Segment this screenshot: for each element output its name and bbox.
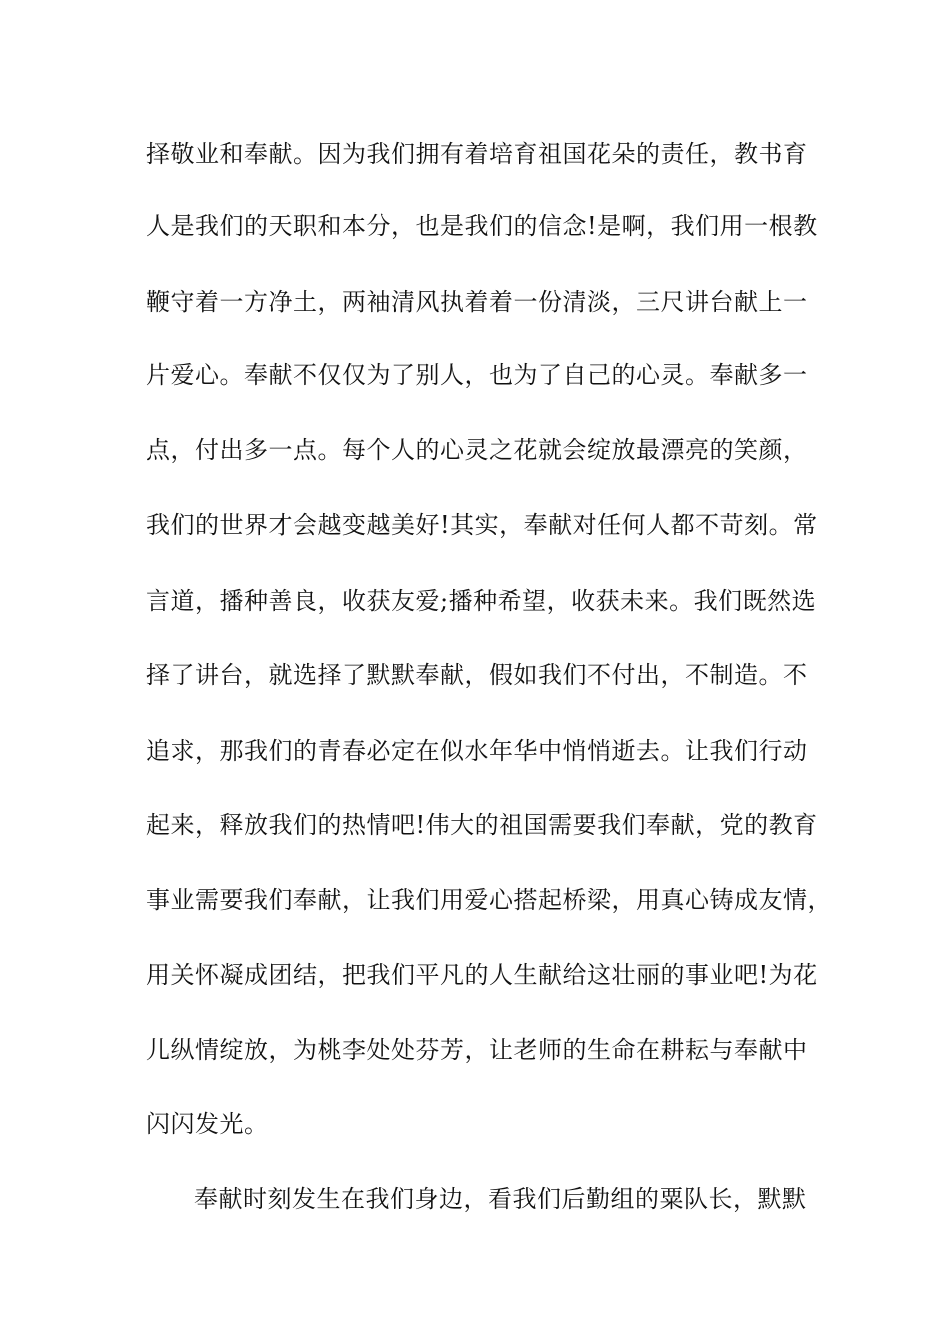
paragraph-line-indented: 奉献时刻发生在我们身边，看我们后勤组的粟队长，默默 <box>194 1185 807 1213</box>
paragraph-line: 闪闪发光。 <box>146 1110 269 1138</box>
paragraph-line: 择敬业和奉献。因为我们拥有着培育祖国花朵的责任，教书育 <box>146 140 808 168</box>
paragraph-line: 点，付出多一点。每个人的心灵之花就会绽放最漂亮的笑颜， <box>146 436 808 464</box>
paragraph-line: 用关怀凝成团结，把我们平凡的人生献给这壮丽的事业吧!为花 <box>146 961 818 989</box>
paragraph-line: 片爱心。奉献不仅仅为了别人，也为了自己的心灵。奉献多一 <box>146 361 808 389</box>
paragraph-line: 鞭守着一方净土，两袖清风执着着一份清淡，三尺讲台献上一 <box>146 288 808 316</box>
paragraph-line: 择了讲台，就选择了默默奉献，假如我们不付出，不制造。不 <box>146 661 808 689</box>
paragraph-line: 我们的世界才会越变越美好!其实，奉献对任何人都不苛刻。常 <box>146 511 818 539</box>
paragraph-line: 事业需要我们奉献，让我们用爱心搭起桥梁，用真心铸成友情， <box>146 886 832 914</box>
paragraph-line: 人是我们的天职和本分，也是我们的信念!是啊，我们用一根教 <box>146 212 818 240</box>
paragraph-line: 儿纵情绽放，为桃李处处芬芳，让老师的生命在耕耘与奉献中 <box>146 1036 808 1064</box>
paragraph-line: 追求，那我们的青春必定在似水年华中悄悄逝去。让我们行动 <box>146 737 808 765</box>
paragraph-line: 起来，释放我们的热情吧!伟大的祖国需要我们奉献，党的教育 <box>146 811 818 839</box>
paragraph-line: 言道，播种善良，收获友爱;播种希望，收获未来。我们既然选 <box>146 587 817 615</box>
